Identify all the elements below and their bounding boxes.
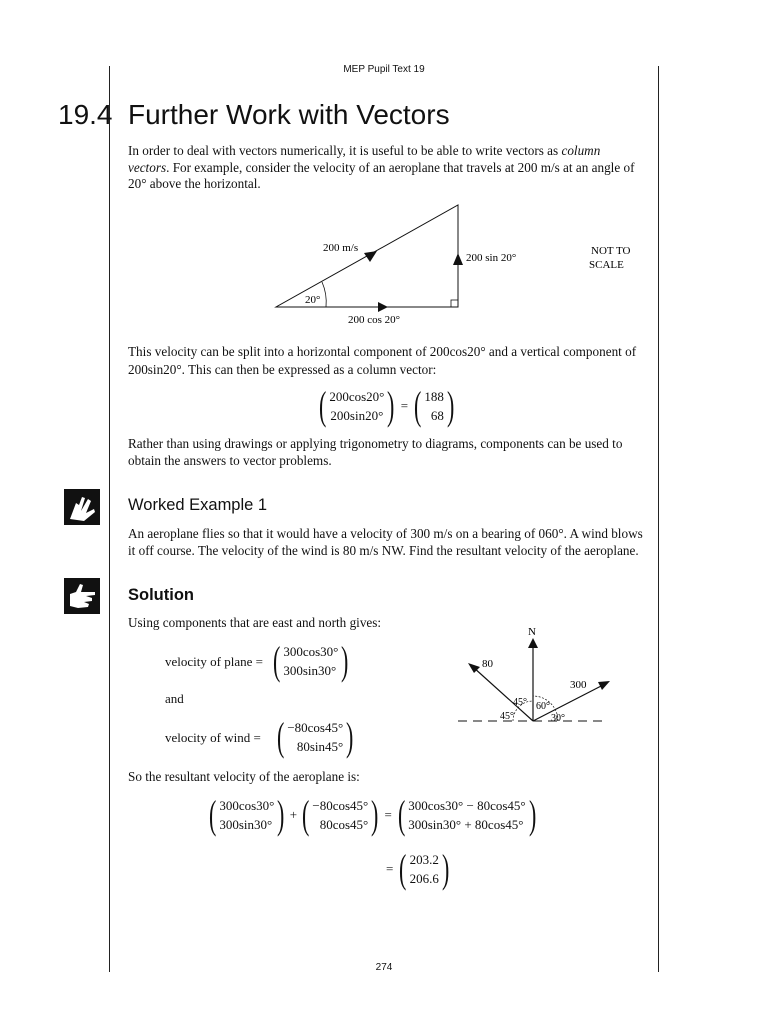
plus-sign: + [289,807,298,822]
p2-text-e: . This can then be expressed as a column vector: [181,362,437,377]
rather-paragraph: Rather than using drawings or applying trigonometry to diagrams, components can be used to obtain the answers to vector problems. [128,436,623,468]
vector-value-x: 188 [424,389,444,404]
paren-left: ( [397,792,406,837]
angle-30: 30° [551,713,565,724]
p2-math-sin: 200sin20° [128,362,182,377]
p2-text-a: This velocity can be split into a horizontal component of [128,344,430,359]
final-result-vector [386,846,452,891]
intro-text-2: . For example, consider the velocity of an aeroplane that travels at 200 m/s at an angle of 20° above the horizontal. [128,159,635,191]
sum-plane-north: 300sin30° [219,817,273,832]
angle-45-lower: 45° [500,711,514,722]
note-not-to: NOT TO [591,245,631,257]
paren-right: ) [277,792,285,837]
vector-components [329,387,384,425]
plane-north: 300sin30° [283,663,337,678]
plane-arrowhead [598,681,610,690]
angle-45-upper: 45° [513,697,527,708]
sum-result-components [408,796,525,834]
paren-left: ( [318,383,327,428]
worked-example-heading: Worked Example 1 [128,496,268,514]
paren-right: ) [341,638,349,683]
final-east: 203.2 [409,852,439,867]
vector-values [424,387,444,425]
sum-result-north: 300sin30° + 80cos45° [408,817,524,832]
sum-plane-components [219,796,274,834]
bearing-diagram [440,620,620,735]
vector-cos-component: 200cos20° [329,389,385,404]
worked-example-text: An aeroplane flies so that it would have a velocity of 300 m/s on a bearing of 060°. A wind blows it off course. The velocity of the wind is 80 m/s NW. Find the resultant velocity of the aeroplane. [128,526,643,558]
p2-text-c: and a vertical component of [485,344,637,359]
worked-example-hand-icon [64,489,100,525]
plane-magnitude-label: 300 [570,679,587,691]
label-vertical: 200 sin 20° [466,252,517,264]
angle-60: 60° [536,701,550,712]
horizontal-arrow [378,302,388,312]
and-text: and [165,691,184,706]
velocity-plane-vector [270,638,352,683]
equals-sign: = [384,807,392,822]
paren-right: ) [346,714,354,759]
label-hypotenuse: 200 m/s [323,242,359,254]
paren-right: ) [441,846,450,891]
p2-math-cos: 200cos20° [429,344,486,359]
column-vector-equation [316,383,457,428]
angle-arc [322,282,326,307]
paren-left: ( [272,638,281,683]
solution-heading: Solution [128,586,194,604]
velocity-plane-label: velocity of plane = [165,654,263,669]
paren-left: ( [414,383,422,428]
equals-sign: = [386,861,394,876]
paren-left: ( [276,714,285,759]
wind-north: 80sin45° [296,739,344,754]
paren-right: ) [446,383,455,428]
sum-wind-north: 80cos45° [319,817,369,832]
note-scale: SCALE [589,259,624,271]
paren-right: ) [371,792,379,837]
velocity-wind-label: velocity of wind = [165,730,261,745]
solution-intro: Using components that are east and north gives: [128,615,382,630]
north-arrowhead [528,638,538,648]
final-north: 206.6 [409,871,439,886]
sum-plane-east: 300cos30° [219,798,275,813]
sum-result-east: 300cos30° − 80cos45° [408,798,526,813]
section-number: 19.4 [58,99,113,130]
final-components [410,850,439,888]
equals-sign: = [400,398,409,413]
page-number: 274 [375,962,393,973]
vector-value-y: 68 [430,408,444,423]
sum-wind-east: −80cos45° [312,798,369,813]
wind-magnitude-label: 80 [482,658,493,670]
intro-text-italic: column vectors [128,143,601,175]
plane-east: 300cos30° [283,644,339,659]
solution-hand-icon [64,578,100,614]
section-title: Further Work with Vectors [128,99,450,130]
paren-right: ) [528,792,536,837]
plane-components [283,642,338,680]
components-paragraph [128,343,643,379]
wind-east: −80cos45° [287,720,344,735]
sum-wind-components [312,796,368,834]
paren-left: ( [399,846,407,891]
paren-left: ( [302,792,310,837]
right-angle-mark [451,300,458,307]
intro-text-1: In order to deal with vectors numerically, it is useful to be able to write vectors as [128,143,562,158]
paren-right: ) [387,383,395,428]
page-header: MEP Pupil Text 19 [343,64,425,75]
label-horizontal: 200 cos 20° [348,314,401,326]
north-label: N [528,626,536,638]
label-angle: 20° [305,294,321,306]
velocity-wind-vector [274,714,357,759]
resultant-sum-equation [206,792,539,837]
wind-components [287,718,343,756]
triangle-diagram [0,0,768,340]
vertical-arrow [453,253,463,265]
resultant-intro: So the resultant velocity of the aeroplane is: [128,769,360,784]
paren-left: ( [208,792,217,837]
vector-sin-component: 200sin20° [330,408,384,423]
